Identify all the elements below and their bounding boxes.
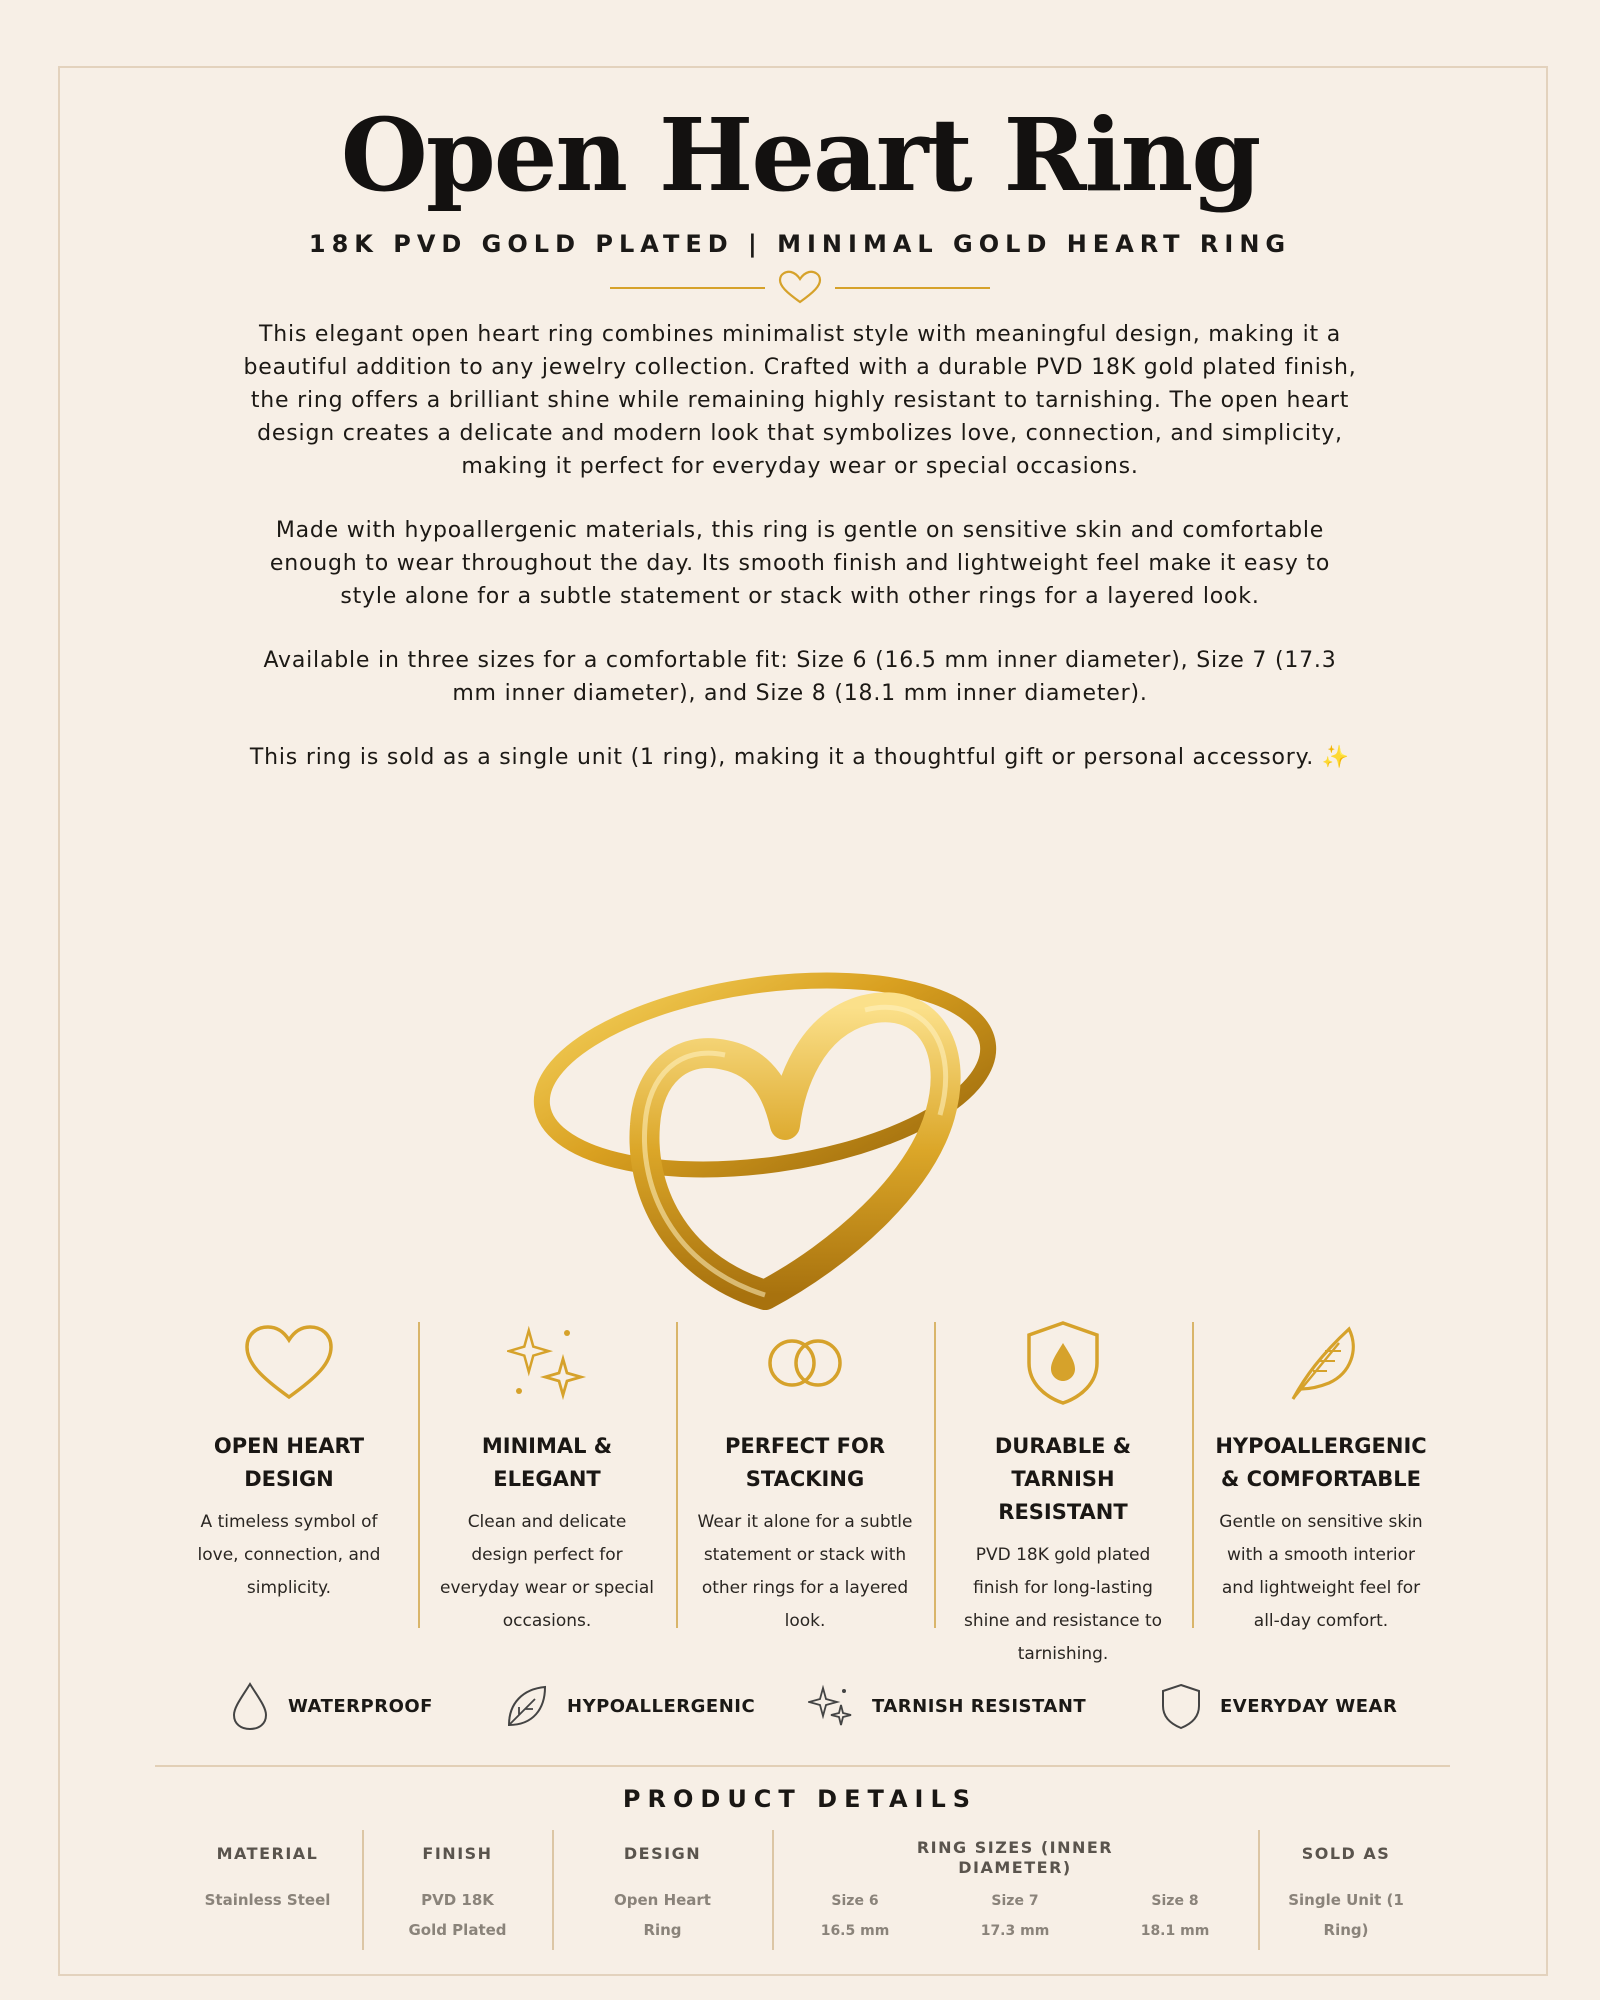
- feature-title: MINIMAL & ELEGANT: [481, 1434, 613, 1491]
- details-finish: [365, 1830, 550, 1950]
- ring-product-image: [520, 965, 1080, 1320]
- feature-list: [160, 1318, 1450, 1664]
- size-option: [935, 1886, 1095, 1946]
- product-details-title: PRODUCT DETAILS: [622, 1785, 978, 1813]
- description-paragraph-4-text: This ring is sold as a single unit (1 ring), making it a thoughtful gift or personal accessory.: [249, 745, 1315, 770]
- sparkle-emoji-icon: ✨: [1321, 745, 1351, 770]
- feather-icon: [1279, 1321, 1363, 1405]
- leaf-icon: [505, 1683, 549, 1729]
- feature-title: HYPOALLERGENIC & COMFORTABLE: [1215, 1434, 1427, 1491]
- description-paragraph-2: Made with hypoallergenic materials, this ring is gentle on sensitive skin and comfortable enough to wear throughout the day. Its smooth finish and lightweight feel make it easy to style alone for a subtle statement or stack with other rings for a layered look.: [269, 518, 1331, 609]
- details-divider: [1258, 1830, 1260, 1950]
- heart-divider-ornament: [610, 268, 990, 308]
- badge-waterproof: [230, 1678, 433, 1734]
- sparkles-icon: [808, 1683, 854, 1729]
- product-description: [240, 318, 1360, 805]
- badge-label: TARNISH RESISTANT: [872, 1695, 1087, 1717]
- shield-icon: [1160, 1682, 1202, 1730]
- description-paragraph-4: [240, 741, 1360, 774]
- water-drop-icon: [230, 1681, 270, 1731]
- shield-drop-icon: [1023, 1319, 1103, 1407]
- badge-label: WATERPROOF: [288, 1695, 433, 1717]
- details-divider: [552, 1830, 554, 1950]
- feature-title: PERFECT FOR STACKING: [724, 1434, 885, 1491]
- feature-title: DURABLE & TARNISH RESISTANT: [994, 1434, 1132, 1524]
- size-label: Size 6: [831, 1893, 879, 1909]
- details-header: MATERIAL: [216, 1844, 319, 1863]
- badge-label: EVERYDAY WEAR: [1220, 1695, 1398, 1717]
- size-option: [775, 1886, 935, 1946]
- feature-body: Clean and delicate design perfect for everyday wear or special occasions.: [440, 1512, 654, 1631]
- heart-outline-icon: [243, 1323, 335, 1403]
- sparkles-icon: [507, 1323, 587, 1403]
- feature-body: Wear it alone for a subtle statement or stack with other rings for a layered look.: [697, 1512, 913, 1631]
- feature-minimal-elegant: [418, 1318, 676, 1631]
- product-title: Open Heart Ring: [340, 96, 1260, 214]
- badge-label: HYPOALLERGENIC: [567, 1695, 756, 1717]
- size-diameter: 17.3 mm: [980, 1923, 1050, 1939]
- details-separator: [155, 1765, 1450, 1767]
- details-material: [175, 1830, 360, 1950]
- feature-title: OPEN HEART DESIGN: [213, 1434, 365, 1491]
- details-value: Stainless Steel: [204, 1891, 331, 1909]
- size-label: Size 7: [991, 1893, 1039, 1909]
- size-diameter: 16.5 mm: [820, 1923, 890, 1939]
- feature-open-heart-design: [160, 1318, 418, 1628]
- badge-row: [225, 1678, 1425, 1734]
- details-header: SOLD AS: [1301, 1844, 1391, 1863]
- feature-body: A timeless symbol of love, connection, and simplicity.: [197, 1512, 381, 1598]
- feature-hypoallergenic-comfortable: [1192, 1318, 1450, 1631]
- details-design: [555, 1830, 770, 1950]
- details-header: DESIGN: [623, 1844, 702, 1863]
- product-details-table: [175, 1830, 1430, 1950]
- details-sold-as: [1261, 1830, 1431, 1950]
- interlocked-rings-icon: [760, 1333, 850, 1393]
- description-paragraph-1: This elegant open heart ring combines minimalist style with meaningful design, making it a beautiful addition to any jewelry collection. Crafted with a durable PVD 18K gold plated finish, the ring offers a brilliant shine while remaining highly resistant to tarnishing. The open heart design creates a delicate and modern look that symbolizes love, connection, and simplicity, making it perfect for everyday wear or special occasions.: [243, 322, 1357, 479]
- details-header: RING SIZES (INNER DIAMETER): [916, 1838, 1114, 1877]
- details-divider: [362, 1830, 364, 1950]
- feature-body: PVD 18K gold plated finish for long-lasting shine and resistance to tarnishing.: [963, 1545, 1163, 1664]
- description-paragraph-3: Available in three sizes for a comfortable fit: Size 6 (16.5 mm inner diameter), Size 7 (17.3 mm inner diameter), and Size 8 (18.1 mm inner diameter).: [263, 648, 1337, 706]
- details-ring-sizes: [775, 1830, 1255, 1950]
- feature-durable-tarnish-resistant: [934, 1318, 1192, 1664]
- heart-small-icon: [780, 272, 820, 302]
- badge-tarnish-resistant: [808, 1678, 1086, 1734]
- badge-everyday-wear: [1160, 1678, 1397, 1734]
- size-label: Size 8: [1151, 1893, 1199, 1909]
- product-subtitle: 18K PVD GOLD PLATED | MINIMAL GOLD HEART RING: [308, 230, 1292, 258]
- size-option: [1095, 1886, 1255, 1946]
- details-header: FINISH: [422, 1844, 493, 1863]
- details-value: Single Unit (1 Ring): [1288, 1891, 1404, 1939]
- details-value: PVD 18K Gold Plated: [408, 1891, 507, 1939]
- details-value: Open Heart Ring: [614, 1891, 711, 1939]
- details-divider: [772, 1830, 774, 1950]
- feature-body: Gentle on sensitive skin with a smooth interior and lightweight feel for all-day comfort.: [1219, 1512, 1423, 1631]
- ring-sizes-list: [775, 1886, 1255, 1946]
- feature-perfect-for-stacking: [676, 1318, 934, 1631]
- size-diameter: 18.1 mm: [1140, 1923, 1210, 1939]
- badge-hypoallergenic: [505, 1678, 755, 1734]
